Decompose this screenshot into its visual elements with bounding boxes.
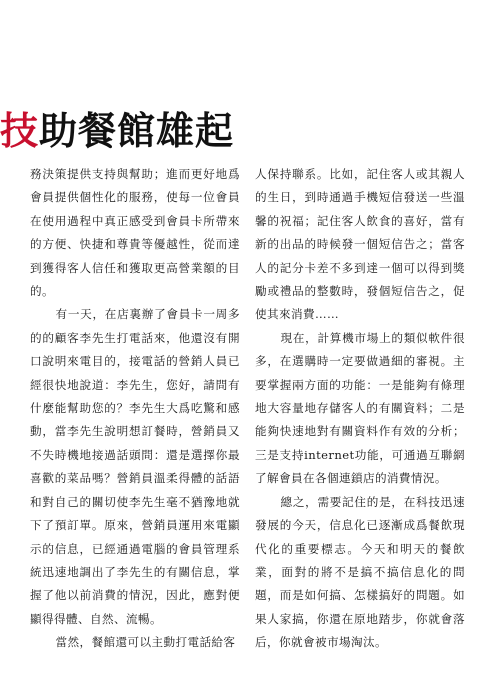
article-title (0, 106, 234, 156)
paragraph: 有一天，在店裏辦了會員卡一周多的的顧客李先生打電話來，他還沒有開口說明來電目的，接電話的營銷人員已經很快地說道：李先生，您好，請問有什麼能幫助您的？李先生大爲吃驚和感動，當李先生說明想訂餐時，營銷員又不失時機地接過話頭問：還是選擇你最喜歡的菜品嗎？營銷員溫柔得體的話語和對自己的關切使李先生毫不猶豫地就下了預訂單。原來，營銷員運用來電顯示的信息，已經通過電腦的會員管理系統迅速地調出了李先生的有關信息，掌握了他以前消費的情況，因此，應對便顯得得體、自然、流暢。 (30, 307, 240, 626)
paragraph: 務決策提供支持與幫助；進而更好地爲會員提供個性化的服務，使每一位會員在使用過程中真正感受到會員卡所帶來的方便、快捷和尊貴等優越性，從而達到獲得客人信任和獲取更高營業額的目的。 (30, 167, 240, 299)
paragraph: 當然，餐館還可以主動打電話給客 (55, 635, 236, 650)
left-column (30, 163, 240, 655)
article-title-accent: 技 (0, 109, 40, 153)
paragraph: 現在，計算機市場上的類似軟件很多，在選購時一定要做過細的審視。主要掌握兩方面的功能：一是能夠有條理地大容量地存儲客人的有關資料；二是能夠快速地對有關資料作有效的分析；三是支持internet功能，可通過互聯網了解會員在各個連鎖店的消費情況。 (255, 330, 465, 486)
paragraph: 總之，需要記住的是，在科技迅速發展的今天，信息化已逐漸成爲餐飲現代化的重要標志。今天和明天的餐飲業，面對的將不是搞不搞信息化的問題，而是如何搞、怎樣搞好的問題。如果人家搞，你還在原地踏步，你就會落后，你就會被市場淘汰。 (255, 494, 465, 650)
paragraph: 人保持聯系。比如，記住客人或其親人的生日，到時通過手機短信發送一些溫馨的祝福；記住客人飲食的喜好，當有新的出品的時候發一個短信告之；當客人的記分卡差不多到達一個可以得到獎勵或禮品的整數時，發個短信告之，促使其來消費…… (255, 167, 465, 322)
article-title-rest: 助餐館雄起 (39, 109, 235, 153)
right-column (255, 163, 465, 655)
